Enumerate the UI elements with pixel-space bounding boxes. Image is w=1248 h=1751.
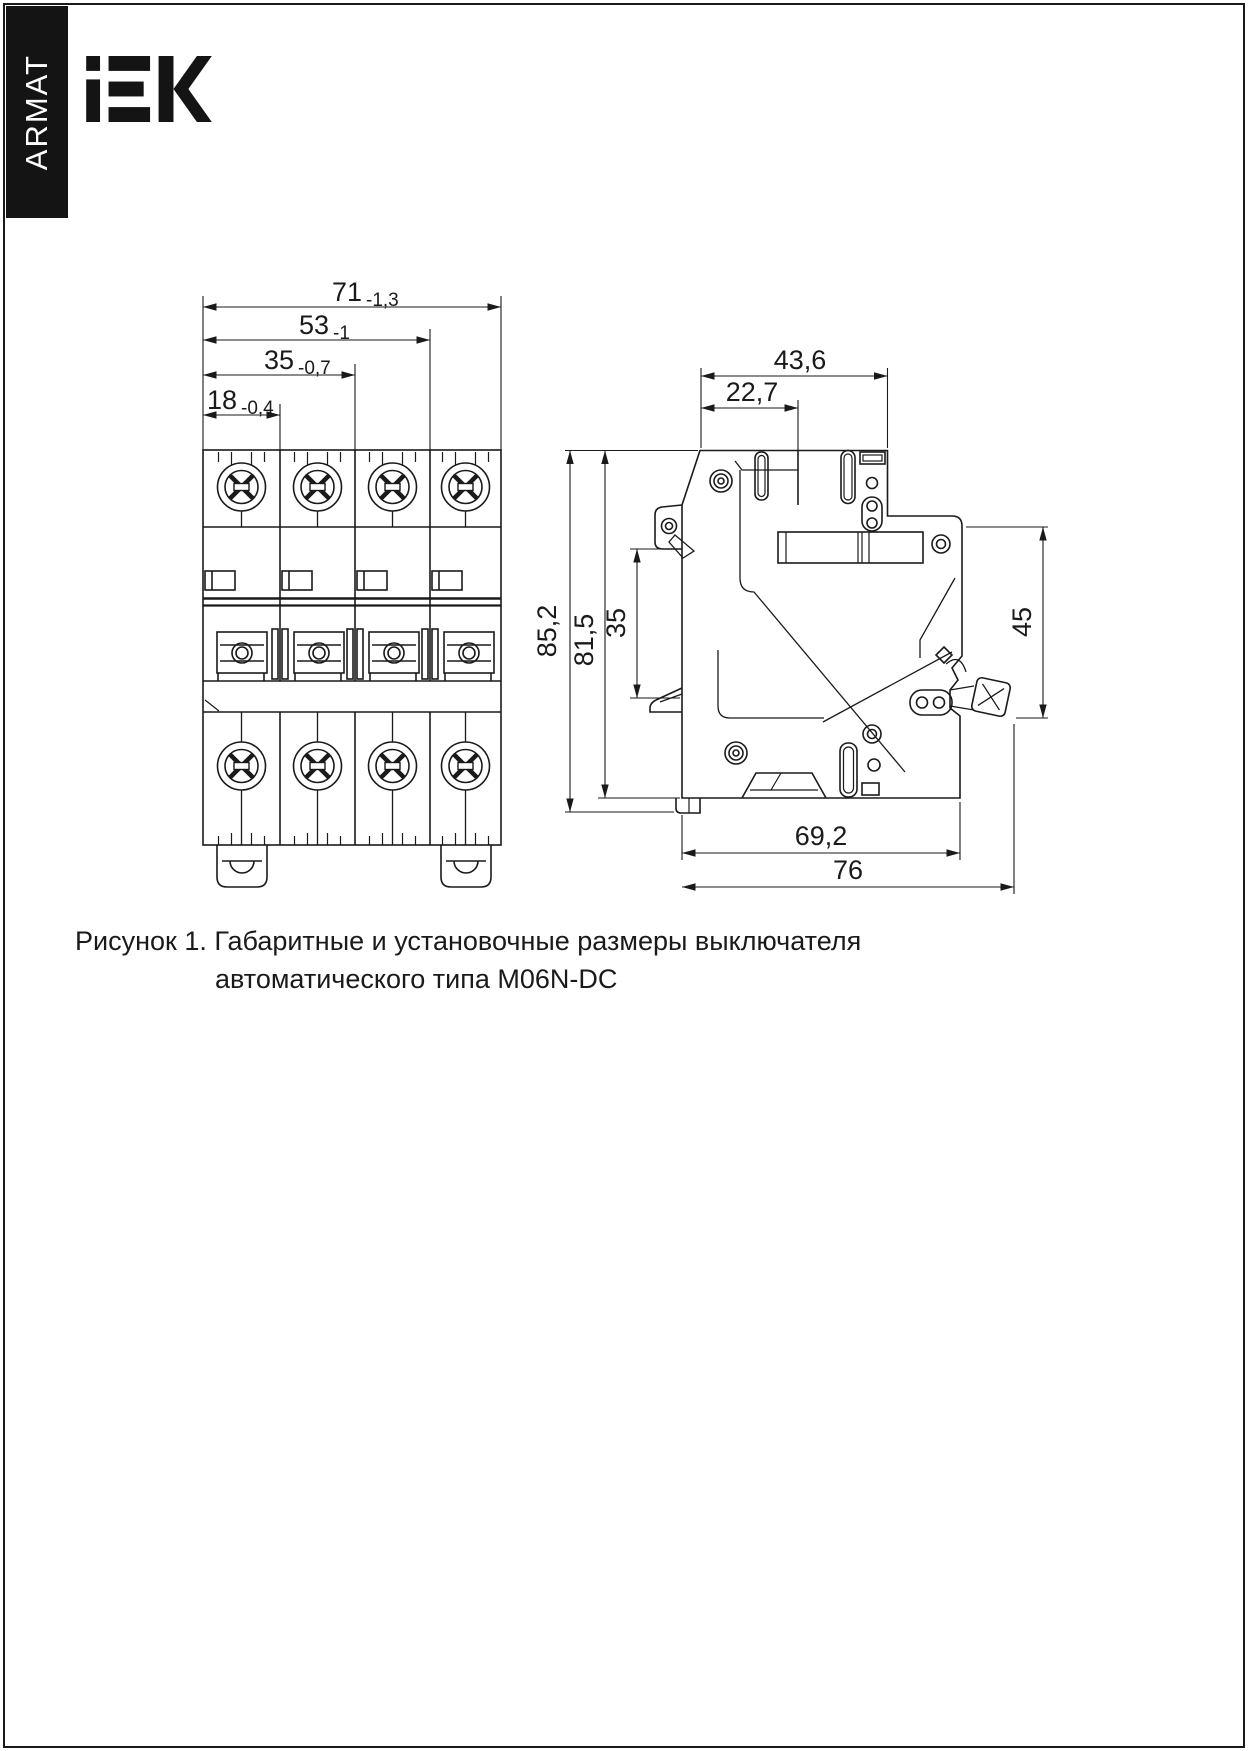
dim-label-22-7: 22,7 <box>725 377 779 407</box>
rivet <box>863 535 950 743</box>
rail-latch <box>946 660 1011 718</box>
side-outline <box>682 451 962 799</box>
dim-label-71: 71 <box>331 277 362 307</box>
dim-label-43-6: 43,6 <box>773 345 827 375</box>
dim-label-69-2: 69,2 <box>794 821 848 851</box>
terminal-ticks-bottom <box>219 833 489 845</box>
front-view-dimension-labels <box>207 277 399 419</box>
diamond-detail <box>936 647 952 663</box>
dim-tol-71: -1,3 <box>366 290 399 311</box>
dim-label-85-2: 85,2 <box>532 604 562 658</box>
dim-label-18: 18 <box>206 385 237 415</box>
side-view-body <box>650 451 1011 814</box>
brand-vertical-label: ARMAT <box>19 53 54 171</box>
front-view-body <box>203 450 501 887</box>
dim-label-53: 53 <box>298 310 329 340</box>
dim-label-45: 45 <box>1007 606 1037 638</box>
side-view-drawing <box>532 345 1048 894</box>
figure-caption <box>75 922 861 998</box>
side-terminal-screw-bottom <box>725 742 747 764</box>
handle-recess <box>778 532 923 563</box>
dim-tol-35: -0,7 <box>298 358 331 379</box>
dim-label-76: 76 <box>832 855 864 885</box>
dim-tol-53: -1 <box>333 323 350 344</box>
dim-label-81-5: 81,5 <box>569 613 599 667</box>
extension-lines <box>203 296 501 450</box>
dim-label-35: 35 <box>263 345 294 375</box>
side-view-dimensions <box>565 368 1048 894</box>
pole-dividers <box>280 450 430 845</box>
side-terminal-screw-top <box>710 470 732 492</box>
front-view-drawing <box>203 277 501 887</box>
dim-tol-18: -0,4 <box>241 398 274 419</box>
figure-caption-line1: Рисунок 1. Габаритные и установочные размеры выключателя <box>75 926 862 956</box>
terminal-ticks-top <box>219 452 489 465</box>
dim-label-35-rail: 35 <box>601 607 631 639</box>
front-view-dimensions <box>203 296 501 450</box>
figure-caption-line2: автоматического типа М06N-DC <box>215 964 618 994</box>
